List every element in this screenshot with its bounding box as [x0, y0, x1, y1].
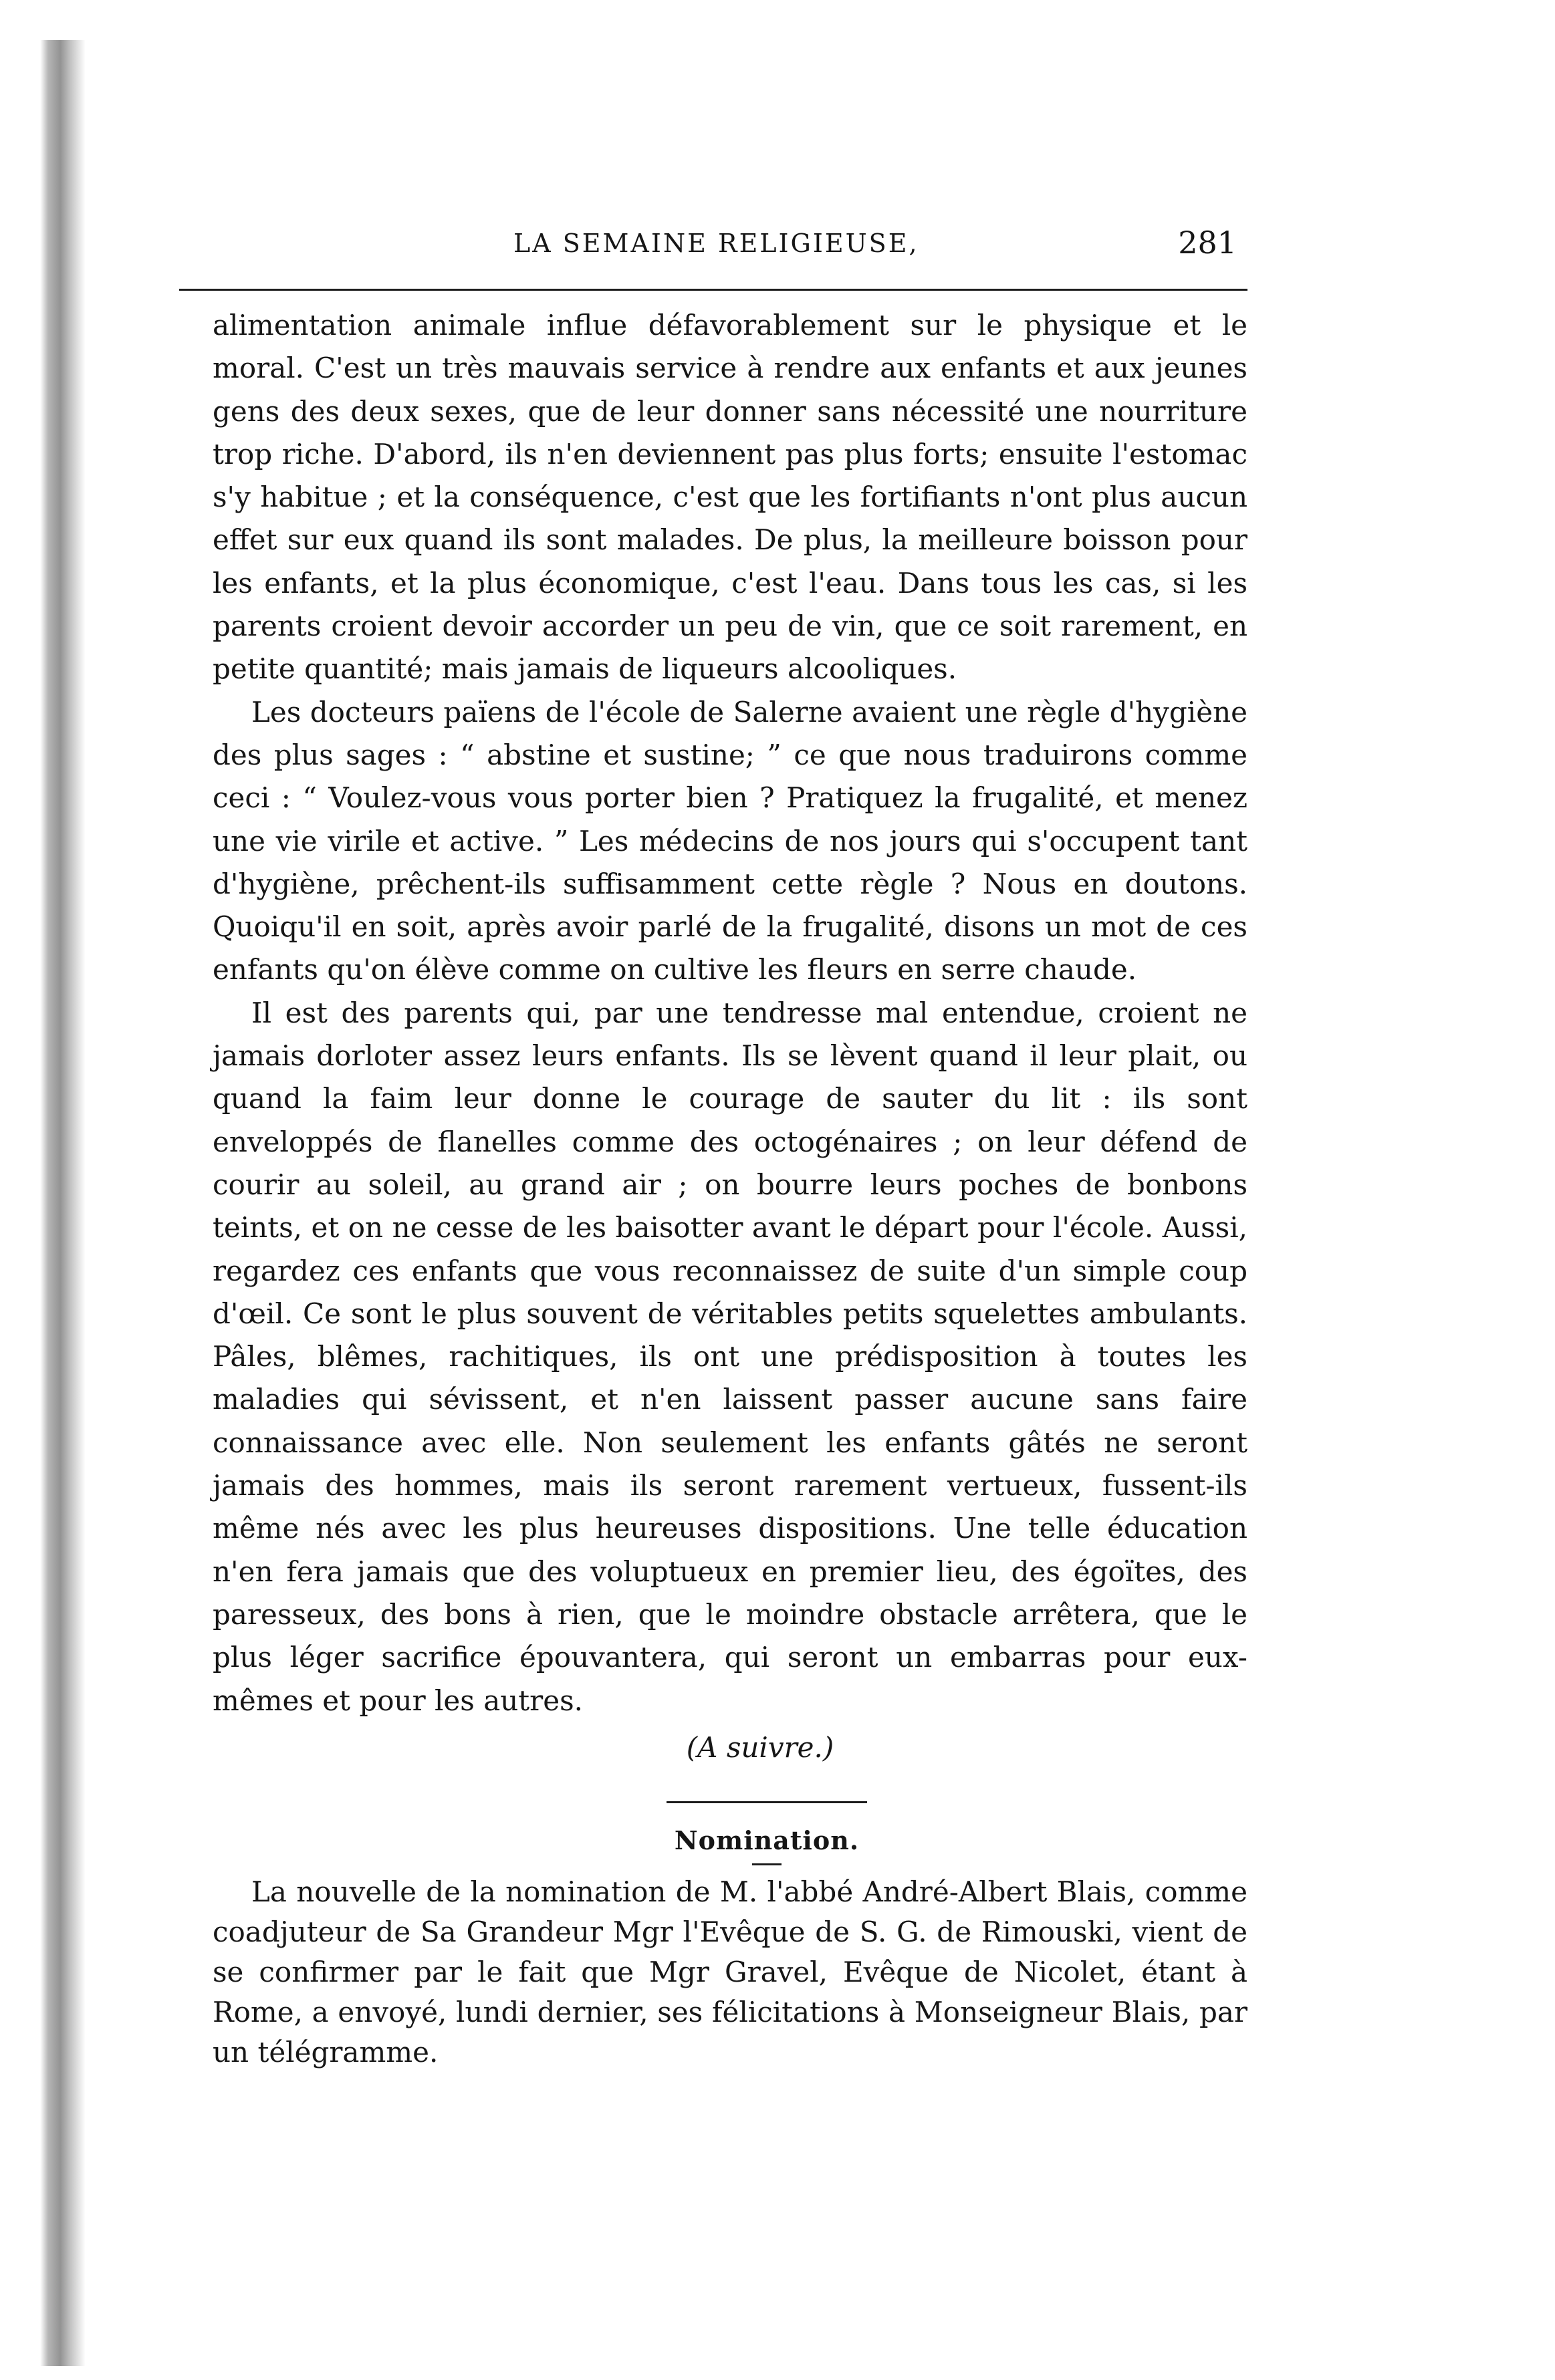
paragraph-3: Il est des parents qui, par une tendresse mal entendue, croient ne jamais dorloter assez leurs enfants. Ils se lèvent quand il leur plait, ou quand la faim leur donne le courage de sauter du lit : ils sont enveloppés de flanelles comme des octogénaires ; on leur défend de courir au soleil, au grand air ; on bourre leurs poches de bonbons teints, et on ne cesse de les baisotter avant le départ pour l'école. Aussi, regardez ces enfants que vous reconnaissez de suite d'un simple coup d'œil. Ce sont le plus souvent de véritables petits squelettes ambulants. Pâles, blêmes, rachitiques, ils ont une prédisposition à toutes les maladies qui sévissent, et n'en laissent passer aucune sans faire connaissance avec elle. Non seulement les enfants gâtés ne seront jamais des hommes, mais ils seront rarement vertueux, fussent-ils même nés avec les plus heureuses dispositions. Une telle éducation n'en fera jamais que des voluptueux en premier lieu, des égoïtes, des paresseux, des bons à rien, que le moindre obstacle arrêtera, que le plus léger sacrifice épouvantera, qui seront un embarras pour eux-mêmes et pour les autres. — [213, 996, 1247, 1717]
paragraph-1: alimentation animale influe défavorablement sur le physique et le moral. C'est un très mauvais service à rendre aux enfants et aux jeunes gens des deux sexes, que de leur donner sans nécessité une nourriture trop riche. D'abord, ils n'en deviennent pas plus forts; ensuite l'estomac s'y habitue ; et la conséquence, c'est que les fortifiants n'ont plus aucun effet sur eux quand ils sont malades. De plus, la meilleure boisson pour les enfants, et la plus économique, c'est l'eau. Dans tous les cas, si les parents croient devoir accorder un peu de vin, que ce soit rarement, en petite quantité; mais jamais de liqueurs alcooliques. — [213, 309, 1247, 686]
to-be-continued: (A suivre.) — [686, 1730, 834, 1764]
section-title: Nomination. — [674, 1825, 860, 1856]
running-title: LA SEMAINE RELIGIEUSE, — [513, 229, 919, 258]
article-body — [213, 304, 1247, 2073]
paragraph-2: Les docteurs païens de l'école de Salerne avaient une règle d'hygiène des plus sages : “ abstine et sustine; ” ce que nous traduirons comme ceci : “ Voulez-vous vous porter bien ? Pratiquez la frugalité, et menez une vie virile et active. ” Les médecins de nos jours qui s'occupent tant d'hygiène, prêchent-ils suffisamment cette règle ? Nous en doutons. Quoiqu'il en soit, après avoir parlé de la frugalité, disons un mot de ces enfants qu'on élève comme on cultive les fleurs en serre chaude. — [213, 695, 1247, 986]
nomination-paragraph: La nouvelle de la nomination de M. l'abbé André-Albert Blais, comme coadjuteur de Sa Grandeur Mgr l'Evêque de S. G. de Rimouski, vient de se confirmer par le fait que Mgr Gravel, Evêque de Nicolet, étant à Rome, a envoyé, lundi dernier, ses félicitations à Monseigneur Blais, par un télégramme. — [213, 1875, 1247, 2069]
page-header — [213, 221, 1242, 281]
section-divider — [667, 1801, 867, 1803]
page-number: 281 — [1178, 225, 1237, 261]
header-rule — [179, 289, 1247, 291]
title-underline — [752, 1863, 782, 1865]
binding-shadow — [0, 40, 94, 2366]
